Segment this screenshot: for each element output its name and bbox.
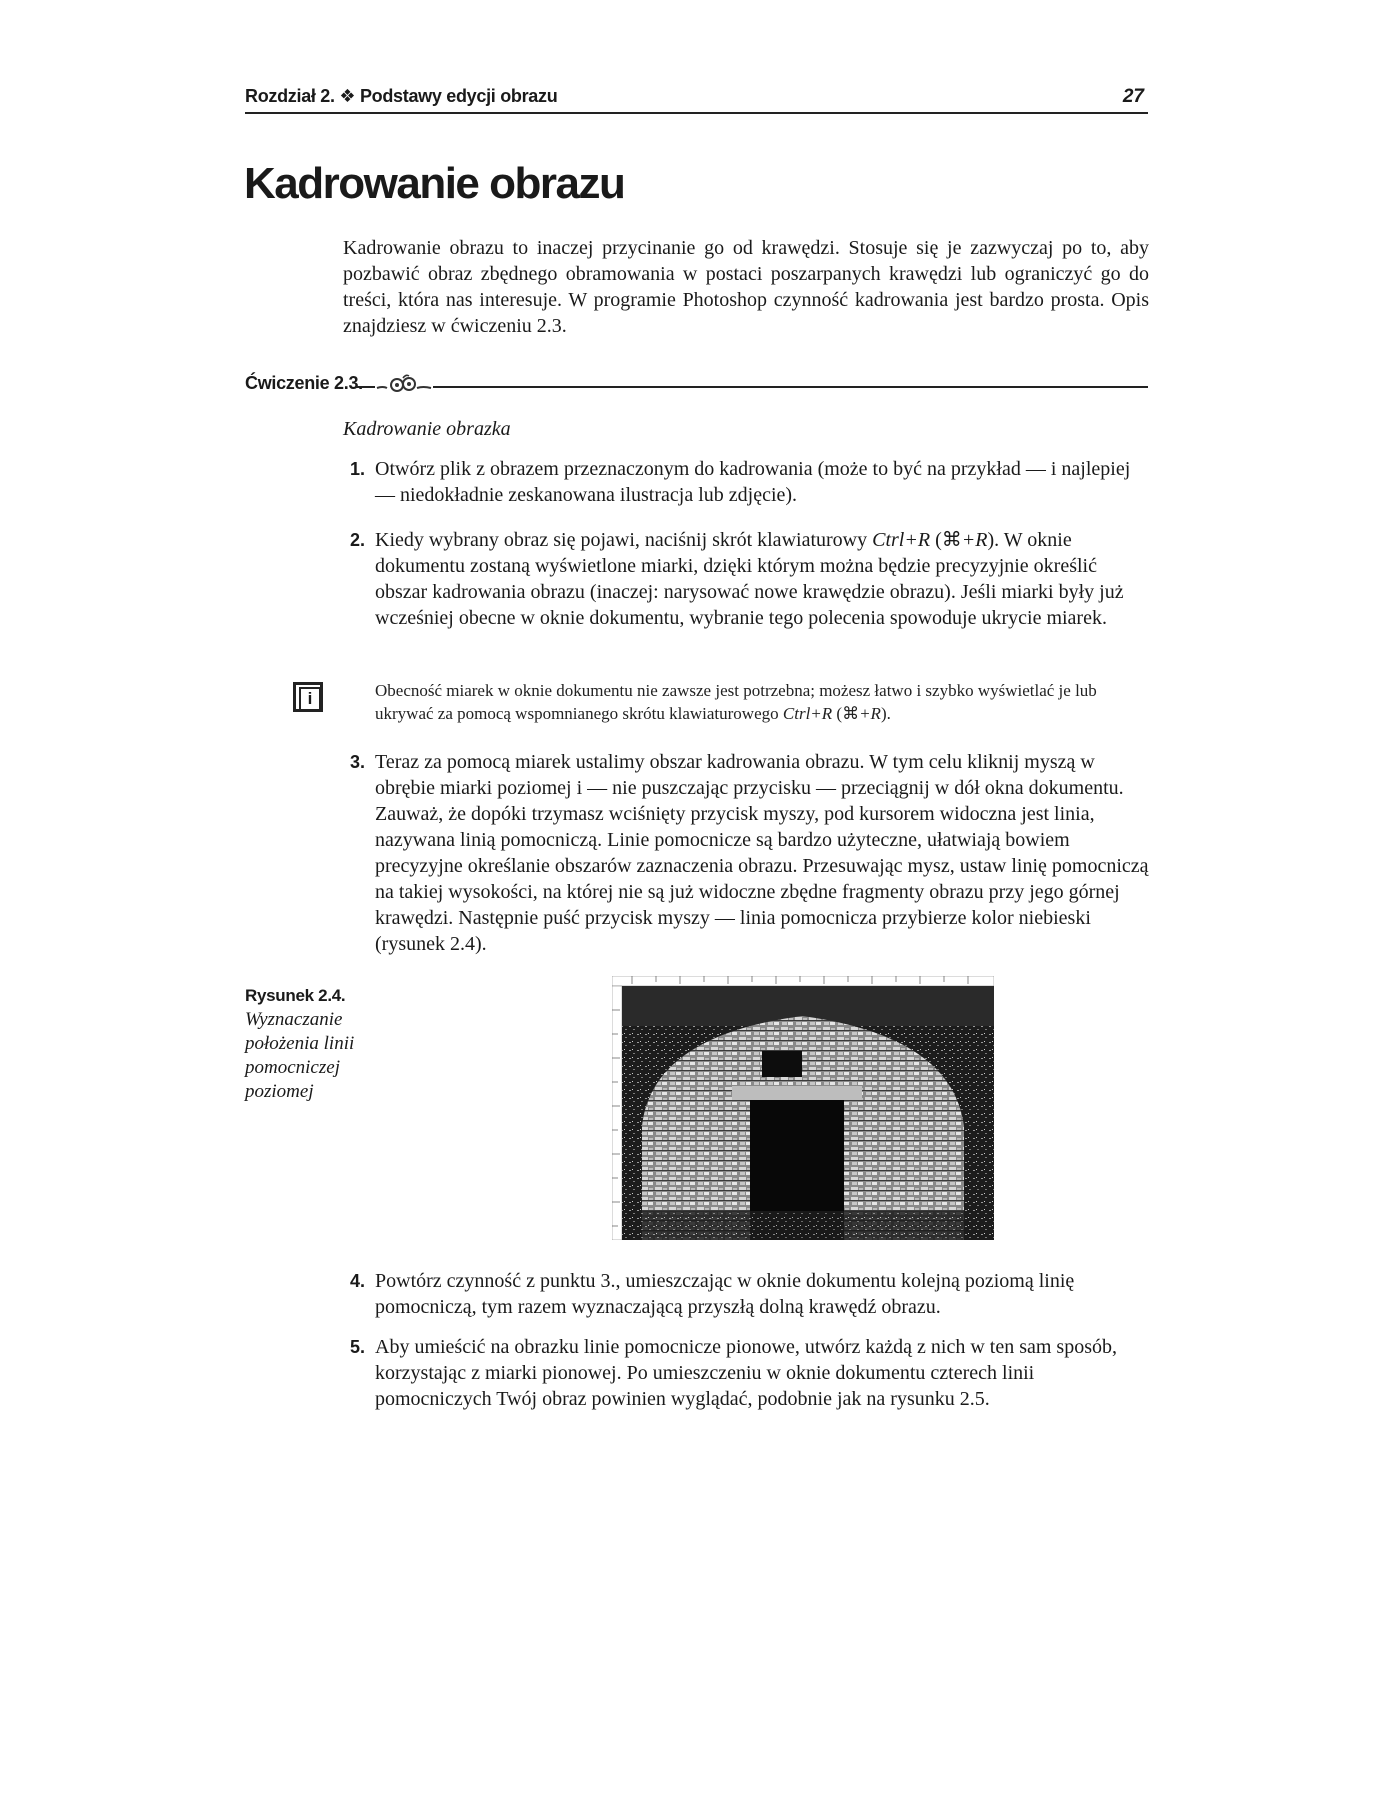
step-text: Teraz za pomocą miarek ustalimy obszar kadrowania obrazu. W tym celu kliknij myszą w obrębie miarki poziomej i — nie puszczając przycisku — przeciągnij w dół okna dokumentu. Zauważ, że dopóki trzymasz wciśnięty przycisk myszy, pod kursorem widoczna jest linia, nazywana linią pomocniczą. Linie pomocnicze są bardzo użyteczne, ułatwiają bowiem precyzyjne określanie obszarów zaznaczenia obrazu. Przesuwając mysz, ustaw linię pomocniczą na takiej wysokości, na której nie są już widoczne zbędne fragmenty obrazu przy jego górnej krawędzi. Następnie puść przycisk myszy — linia pomocnicza przybierze kolor niebieski (rysunek 2.4). [375, 751, 1149, 955]
step-number: 1. [350, 459, 366, 479]
window-opening [762, 1051, 802, 1077]
page-number: 27 [1122, 86, 1144, 107]
step-text-part: ). W oknie dokumentu zostaną wyświetlone miarki, dzięki którym można będzie precyzyjnie określić obszar kadrowania obrazu (inaczej: narysować nowe krawędzie obrazu). Jeśli miarki były już wcześniej obecne w oknie dokumentu, wybranie tego polecenia spowoduje ukrycie miarek. [375, 529, 1124, 629]
list-item [350, 456, 1150, 508]
step-number: 5. [350, 1337, 366, 1357]
step-text-part: ( [930, 529, 942, 551]
exercise-title: Kadrowanie obrazka [343, 418, 511, 440]
step-text [375, 527, 1150, 631]
running-header [245, 86, 1148, 114]
step-number: 3. [350, 752, 366, 772]
section-title: Kadrowanie obrazu [244, 159, 625, 208]
step-text: Aby umieścić na obrazku linie pomocnicze pionowe, utwórz każdą z nich w ten sam sposób, korzystając z miarki pionowej. Po umieszczeniu w oknie dokumentu czterech linii pomocniczych Twój obraz powinien wyglądać, podobnie jak na rysunku 2.5. [375, 1336, 1118, 1410]
ornament-icon [375, 373, 433, 395]
exercise-label: Ćwiczenie 2.3. [245, 373, 363, 393]
figure-caption [245, 986, 375, 1104]
shortcut-windows: Ctrl+R [782, 704, 833, 723]
intro-paragraph: Kadrowanie obrazu to inaczej przycinanie go od krawędzi. Stosuje się je zazwyczaj po to, aby pozbawić obraz zbędnego obramowania w postaci poszarpanych krawędzi lub ograniczyć go do treści, która nas interesuje. W programie Photoshop czynność kadrowania jest bardzo prosta. Opis znajdziesz w ćwiczeniu 2.3. [343, 237, 1149, 337]
shortcut-mac: ⌘+R [941, 529, 988, 551]
shortcut-windows: Ctrl+R [872, 529, 931, 551]
chapter-title: Rozdział 2. ❖ Podstawy edycji obrazu [245, 86, 558, 106]
list-item [350, 1334, 1150, 1412]
info-glyph: i [299, 687, 321, 711]
step-text-part: Kiedy wybrany obraz się pojawi, naciśnij skrót klawiaturowy [375, 529, 873, 551]
shortcut-mac: ⌘+R [842, 704, 881, 723]
exercise-divider [355, 386, 1148, 388]
step-text: Powtórz czynność z punktu 3., umieszczając w oknie dokumentu kolejną poziomą linię pomocniczą, tym razem wyznaczającą przyszłą dolną krawędź obrazu. [375, 1270, 1075, 1318]
exercise-header [245, 373, 1148, 395]
horizontal-ruler [612, 976, 994, 986]
step-number: 2. [350, 530, 366, 550]
note-text-part: ). [880, 704, 891, 723]
list-item [350, 527, 1150, 631]
step-number: 4. [350, 1271, 366, 1291]
note-text [375, 679, 1155, 725]
figure-label: Rysunek 2.4. [245, 986, 346, 1005]
stone-hut-photo [612, 976, 994, 1240]
list-item [350, 1268, 1150, 1320]
list-item [350, 749, 1150, 957]
note-text-part: Obecność miarek w oknie dokumentu nie zawsze jest potrzebna; możesz łatwo i szybko wyświetlać je lub ukrywać za pomocą wspomnianego skrótu klawiaturowego [375, 681, 1097, 723]
figure-description: Wyznaczanie położenia linii pomocniczej poziomej [245, 1009, 355, 1102]
note-text-part: ( [832, 704, 843, 723]
info-icon [293, 682, 323, 712]
step-text: Otwórz plik z obrazem przeznaczonym do kadrowania (może to być na przykład — i najlepiej — niedokładnie zeskanowana ilustracja lub zdjęcie). [375, 458, 1131, 506]
